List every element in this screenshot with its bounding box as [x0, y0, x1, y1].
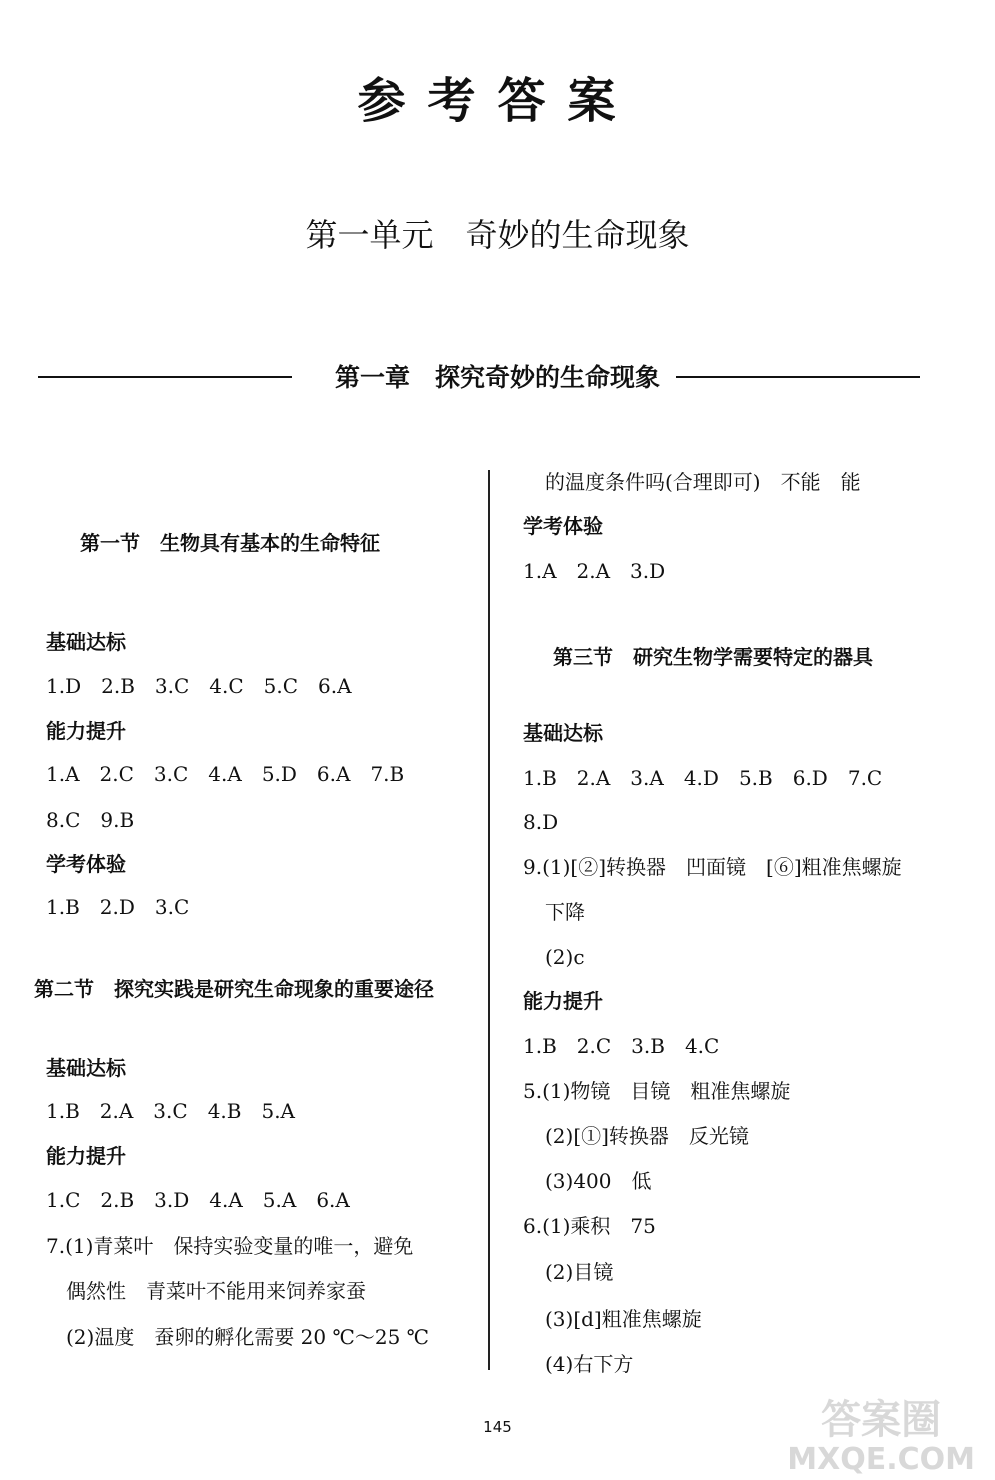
page-title: 参考答案	[357, 73, 638, 129]
s3-heading-basic: 基础达标	[523, 721, 603, 745]
s2-answers-ability-4: (2)温度 蚕卵的孵化需要 20 ℃～25 ℃	[66, 1325, 430, 1349]
s1-heading-basic: 基础达标	[46, 630, 126, 654]
s1-heading-exam: 学考体验	[46, 852, 126, 876]
s3-heading-ability: 能力提升	[523, 989, 603, 1013]
s3-answers-basic-3: 9.(1)[②]转换器 凹面镜 [⑥]粗准焦螺旋	[523, 855, 902, 879]
s1-answers-exam: 1.B 2.D 3.C	[46, 895, 190, 919]
unit-title: 第一单元 奇妙的生命现象	[305, 216, 690, 254]
s2-heading-basic: 基础达标	[46, 1056, 126, 1080]
s3-answers-basic-4: 下降	[545, 900, 585, 924]
r-line-1: 的温度条件吗(合理即可) 不能 能	[545, 470, 861, 494]
section-2-title: 第二节 探究实践是研究生命现象的重要途径	[34, 977, 434, 1001]
page-number: 145	[483, 1418, 512, 1436]
s2-answers-ability-1: 1.C 2.B 3.D 4.A 5.A 6.A	[46, 1188, 350, 1212]
s3-answers-basic-1: 1.B 2.A 3.A 4.D 5.B 6.D 7.C	[523, 766, 883, 790]
s2-answers-ability-2: 7.(1)青菜叶 保持实验变量的唯一，避免	[46, 1234, 414, 1258]
s1-answers-ability-1: 1.A 2.C 3.C 4.A 5.D 6.A 7.B	[46, 762, 405, 786]
s3-answers-ability-3: (2)[①]转换器 反光镜	[545, 1124, 749, 1148]
s3-answers-ability-1: 1.B 2.C 3.B 4.C	[523, 1034, 720, 1058]
section-1-title: 第一节 生物具有基本的生命特征	[80, 531, 380, 555]
watermark-logo	[787, 1397, 975, 1480]
s3-answers-ability-5: 6.(1)乘积 75	[523, 1214, 656, 1238]
watermark-url: MXQE.COM	[787, 1442, 975, 1477]
section-3-title: 第三节 研究生物学需要特定的器具	[553, 645, 873, 669]
chapter-title-text: 第一章 探究奇妙的生命现象	[329, 363, 666, 392]
s3-answers-ability-2: 5.(1)物镜 目镜 粗准焦螺旋	[523, 1079, 791, 1103]
s3-answers-basic-5: (2)c	[545, 945, 585, 969]
column-divider	[488, 470, 490, 1370]
s3-answers-ability-8: (4)右下方	[545, 1352, 634, 1376]
s2-heading-ability: 能力提升	[46, 1144, 126, 1168]
r-answers-exam: 1.A 2.A 3.D	[523, 559, 666, 583]
s2-answers-basic: 1.B 2.A 3.C 4.B 5.A	[46, 1099, 295, 1123]
s2-answers-ability-3: 偶然性 青菜叶不能用来饲养家蚕	[66, 1279, 366, 1303]
s1-answers-ability-2: 8.C 9.B	[46, 808, 135, 832]
s1-heading-ability: 能力提升	[46, 719, 126, 743]
s3-answers-ability-4: (3)400 低	[545, 1169, 652, 1193]
chapter-title	[0, 358, 995, 394]
s3-answers-ability-6: (2)目镜	[545, 1260, 614, 1284]
r-heading-exam: 学考体验	[523, 514, 603, 538]
watermark-text: 答案圈	[821, 1397, 942, 1443]
s3-answers-ability-7: (3)[d]粗准焦螺旋	[545, 1307, 702, 1331]
s3-answers-basic-2: 8.D	[523, 810, 559, 834]
s1-answers-basic: 1.D 2.B 3.C 4.C 5.C 6.A	[46, 674, 352, 698]
